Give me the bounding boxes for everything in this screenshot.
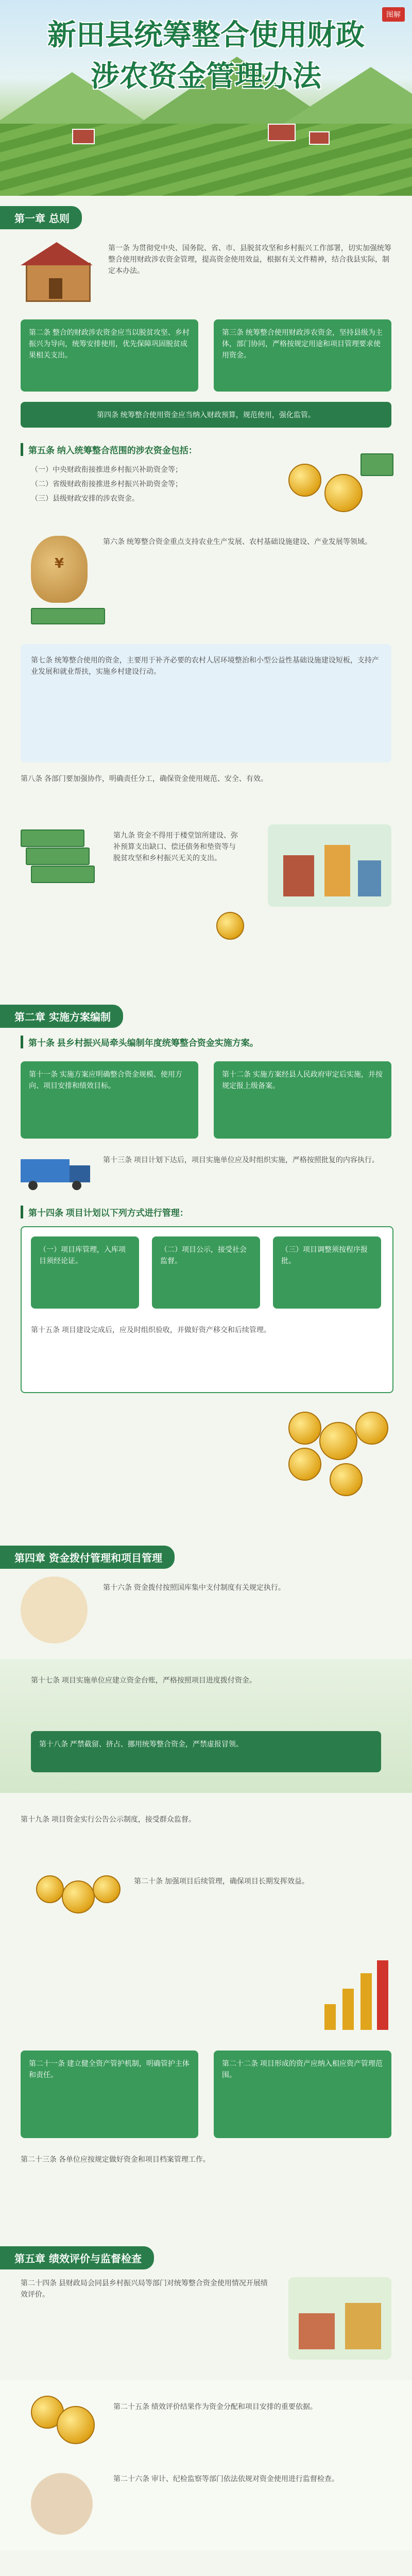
ch1-paragraph-3: 第六条 统筹整合资金重点支持农业生产发展、农村基础设施建设、产业发展等领域。 xyxy=(103,537,372,546)
coin-icon xyxy=(93,1875,121,1903)
ch2-box-a: （一）项目库管理，入库项目须经论证。 xyxy=(31,1236,139,1309)
ch1-paragraph-5: 第九条 资金不得用于楼堂馆所建设、弥补预算支出缺口、偿还债务和垫资等与脱贫攻坚和乡村振兴无关的支出。 xyxy=(113,831,238,862)
stamp-badge: 图解 xyxy=(382,7,405,22)
village-house xyxy=(309,131,330,145)
ch1-paragraph-1: 第一条 为贯彻党中央、国务院、省、市、县脱贫攻坚和乡村振兴工作部署，切实加强统筹整合使用财政涉农资金管理，提高资金使用效益，根据有关文件精神，结合我县实际，制定本办法。 xyxy=(108,244,391,275)
page-title-line-2: 涉农资金管理办法 xyxy=(91,60,321,93)
policy-panel xyxy=(21,644,391,762)
policy-panel-text: 第七条 统筹整合使用的资金，主要用于补齐必要的农村人居环境整治和小型公益性基础设施建设短板，支持产业发展和就业帮扶，实施乡村建设行动。 xyxy=(31,656,379,675)
fund-item-3: （三）县级财政安排的涉农资金。 xyxy=(31,494,139,502)
ch2-paragraph-1: 第十三条 项目计划下达后，项目实施单位应及时组织实施，严格按照批复的内容执行。 xyxy=(103,1156,379,1164)
section-heading-ch5: 第五章 绩效评价与监督检查 xyxy=(0,2246,154,2269)
village-house xyxy=(268,124,296,141)
ch5-paragraph-1: 第二十四条 县财政局会同县乡村振兴局等部门对统筹整合资金使用情况开展绩效评价。 xyxy=(21,2279,268,2298)
ch4-box-right: 第二十二条 项目形成的资产应纳入相应资产管理范围。 xyxy=(214,2050,391,2138)
village-house xyxy=(72,129,95,144)
ch2-box-c: （三）项目调整须按程序报批。 xyxy=(273,1236,381,1309)
coin-icon xyxy=(62,1880,95,1913)
money-stack-icon xyxy=(31,608,105,624)
farmhouse-illustration xyxy=(21,242,98,304)
village-illustration xyxy=(288,2277,391,2360)
ch5-paragraph-3: 第二十六条 审计、纪检监察等部门依法依规对资金使用进行监督检查。 xyxy=(113,2475,339,2483)
money-stack-icon xyxy=(26,848,90,865)
ch4-paragraph-5: 第二十三条 各单位应按规定做好资金和项目档案管理工作。 xyxy=(21,2155,210,2163)
town-illustration xyxy=(268,824,391,907)
money-stack-icon xyxy=(21,829,84,847)
coin-icon xyxy=(288,1412,321,1445)
ch1-box-right: 第三条 统筹整合使用财政涉农资金，坚持县级为主体，部门协同，严格按规定用途和项目管理要求使用资金。 xyxy=(214,319,391,392)
money-stack-icon xyxy=(31,866,95,883)
money-bag-icon xyxy=(31,536,88,603)
ch2-box-b: （二）项目公示，接受社会监督。 xyxy=(152,1236,260,1309)
coin-icon xyxy=(330,1463,363,1496)
ch2-subheading: 第十条 县乡村振兴局牵头编制年度统筹整合资金实施方案。 xyxy=(21,1036,391,1048)
ch4-paragraph-2: 第十七条 项目实施单位应建立资金台账，严格按照项目进度拨付资金。 xyxy=(31,1676,256,1684)
farm-field xyxy=(0,124,412,196)
header-banner xyxy=(0,0,412,196)
coin-icon xyxy=(216,912,244,940)
ch4-box-mid: 第十八条 严禁截留、挤占、挪用统筹整合资金，严禁虚报冒领。 xyxy=(31,1731,381,1772)
page-title-line-1: 新田县统筹整合使用财政 xyxy=(47,19,365,52)
ch4-paragraph-3: 第十九条 项目资金实行公告公示制度，接受群众监督。 xyxy=(21,1815,196,1823)
fund-item-1: （一）中央财政衔接推进乡村振兴补助资金等； xyxy=(31,465,182,473)
coin-icon xyxy=(36,1875,64,1903)
hand-coin-illustration xyxy=(21,1577,88,1643)
ch1-paragraph-4: 第八条 各部门要加强协作，明确责任分工，确保资金使用规范、安全、有效。 xyxy=(21,774,268,783)
ch1-box-wide: 第四条 统筹整合使用资金应当纳入财政预算，规范使用，强化监管。 xyxy=(21,402,391,428)
ch2-subheading-2: 第十四条 项目计划以下列方式进行管理： xyxy=(21,1206,391,1218)
coin-icon xyxy=(288,464,321,497)
ch1-box-left: 第二条 整合的财政涉农资金应当以脱贫攻坚、乡村振兴为导向，统筹安排使用，优先保障巩固脱贫成果相关支出。 xyxy=(21,319,198,392)
section-heading-ch4: 第四章 资金拨付管理和项目管理 xyxy=(0,1546,175,1569)
ch5-paragraph-2: 第二十五条 绩效评价结果作为资金分配和项目安排的重要依据。 xyxy=(113,2402,317,2411)
coin-icon xyxy=(324,474,363,512)
coin-icon xyxy=(288,1448,321,1481)
growth-chart-illustration xyxy=(319,1958,391,2030)
fund-item-2: （二）省级财政衔接推进乡村振兴补助资金等； xyxy=(31,480,182,488)
section-heading-ch1: 第一章 总则 xyxy=(0,206,82,229)
ch2-box-right: 第十二条 实施方案经县人民政府审定后实施，并按规定报上级备案。 xyxy=(214,1061,391,1139)
fund-scope-heading: 第五条 纳入统筹整合范围的涉农资金包括： xyxy=(21,443,391,456)
ch2-paragraph-2: 第十五条 项目建设完成后，应及时组织验收，并做好资产移交和后续管理。 xyxy=(31,1326,271,1334)
ch4-paragraph-4: 第二十条 加强项目后续管理，确保项目长期发挥效益。 xyxy=(134,1877,309,1885)
coin-icon xyxy=(355,1412,388,1445)
section-heading-ch2: 第二章 实施方案编制 xyxy=(0,1005,123,1028)
money-stack-icon xyxy=(360,453,393,476)
coin-icon xyxy=(57,2406,95,2444)
ch2-box-left: 第十一条 实施方案应明确整合资金规模、使用方向、项目安排和绩效目标。 xyxy=(21,1061,198,1139)
ch4-paragraph-1: 第十六条 资金拨付按照国库集中支付制度有关规定执行。 xyxy=(103,1583,285,1591)
ch4-box-left: 第二十一条 建立健全资产管护机制，明确管护主体和责任。 xyxy=(21,2050,198,2138)
coin-icon xyxy=(319,1422,357,1460)
worker-illustration xyxy=(31,2473,93,2535)
truck-illustration xyxy=(21,1154,93,1190)
